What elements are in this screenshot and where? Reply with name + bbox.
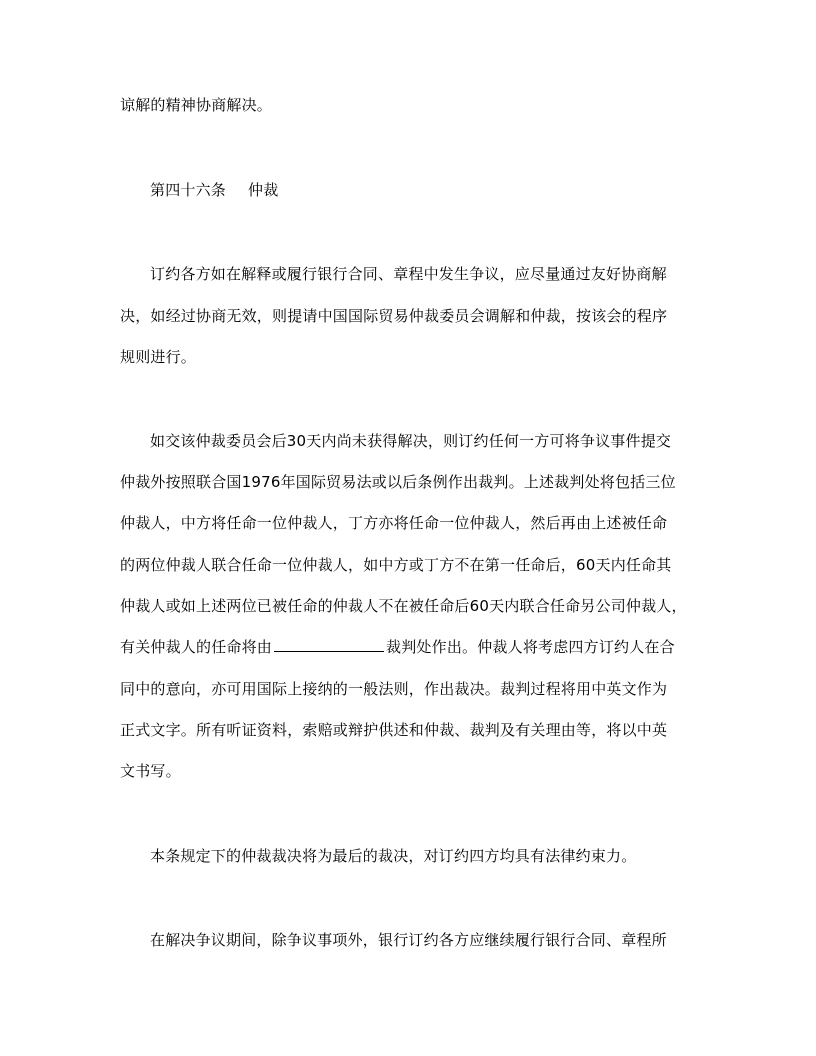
paragraph-line: 如交该仲裁委员会后30天内尚未获得解决，则订约任何一方可将争议事件提交 — [150, 432, 672, 450]
paragraph-line: 决，如经过协商无效，则提请中国国际贸易仲裁委员会调解和仲裁，按该会的程序 — [120, 307, 668, 325]
paragraph-line: 订约各方如在解释或履行银行合同、章程中发生争议，应尽量通过友好协商解 — [150, 265, 667, 283]
paragraph-continuation: 谅解的精神协商解决。 — [120, 96, 273, 114]
paragraph-line: 规则进行。 — [120, 348, 197, 366]
article-number: 第四十六条 — [150, 181, 227, 199]
paragraph-line: 本条规定下的仲裁裁决将为最后的裁决，对订约四方均具有法律约束力。 — [150, 847, 637, 865]
paragraph-line: 在解决争议期间，除争议事项外，银行订约各方应继续履行银行合同、章程所 — [150, 931, 667, 949]
article-heading — [150, 180, 278, 200]
fill-in-blank — [274, 637, 384, 652]
paragraph-line: 仲裁人或如上述两位已被任命的仲裁人不在被任命后60天内联合任命另公司仲裁人， — [120, 597, 687, 615]
paragraph-line: 同中的意向，亦可用国际上接纳的一般法则，作出裁决。裁判过程将用中英文作为 — [120, 680, 668, 698]
paragraph-line: 的两位仲裁人联合任命一位仲裁人，如中方或丁方不在第一任命后，60天内任命其 — [120, 556, 672, 574]
paragraph-line: 正式文字。所有听证资料，索赔或辩护供述和仲裁、裁判及有关理由等，将以中英 — [120, 721, 668, 739]
paragraph-line: 仲裁人，中方将任命一位仲裁人，丁方亦将任命一位仲裁人，然后再由上述被任命 — [120, 514, 668, 532]
article-title: 仲裁 — [248, 181, 279, 199]
paragraph-line-with-blank — [120, 637, 675, 657]
blank-line-before: 有关仲裁人的任命将由 — [120, 638, 273, 656]
paragraph-line: 文书写。 — [120, 762, 181, 780]
paragraph-line: 仲裁外按照联合国1976年国际贸易法或以后条例作出裁判。上述裁判处将包括三位 — [120, 473, 676, 491]
blank-line-after: 裁判处作出。仲裁人将考虑四方订约人在合 — [386, 638, 675, 656]
